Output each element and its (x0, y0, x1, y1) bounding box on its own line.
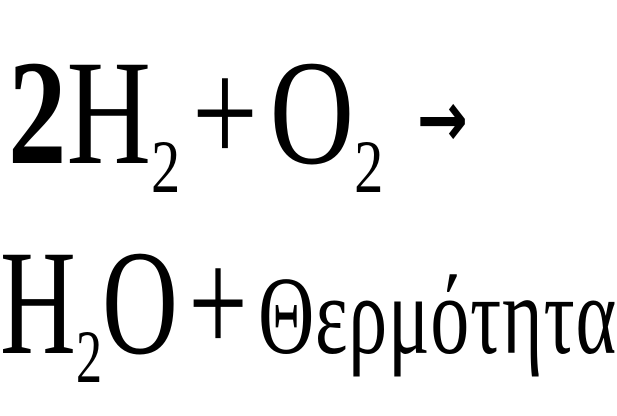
hydrogen-subscript: 2 (150, 125, 181, 209)
oxygen-symbol: O (269, 30, 355, 196)
water-subscript: 2 (75, 315, 103, 399)
hydrogen-symbol: H (66, 30, 151, 196)
hydrogen-coefficient: 2 (8, 30, 67, 196)
plus-sign-products: + (188, 220, 248, 386)
reaction-arrow-icon: → (416, 74, 468, 165)
equation-reactants-line (8, 30, 468, 209)
plus-sign-reactants: + (191, 30, 258, 196)
equation-products-line (0, 220, 617, 399)
oxygen-subscript: 2 (354, 125, 384, 209)
water-hydrogen-symbol: H (0, 220, 76, 386)
water-oxygen-symbol: O (102, 220, 178, 386)
heat-word: Θερμότητα (258, 255, 617, 378)
